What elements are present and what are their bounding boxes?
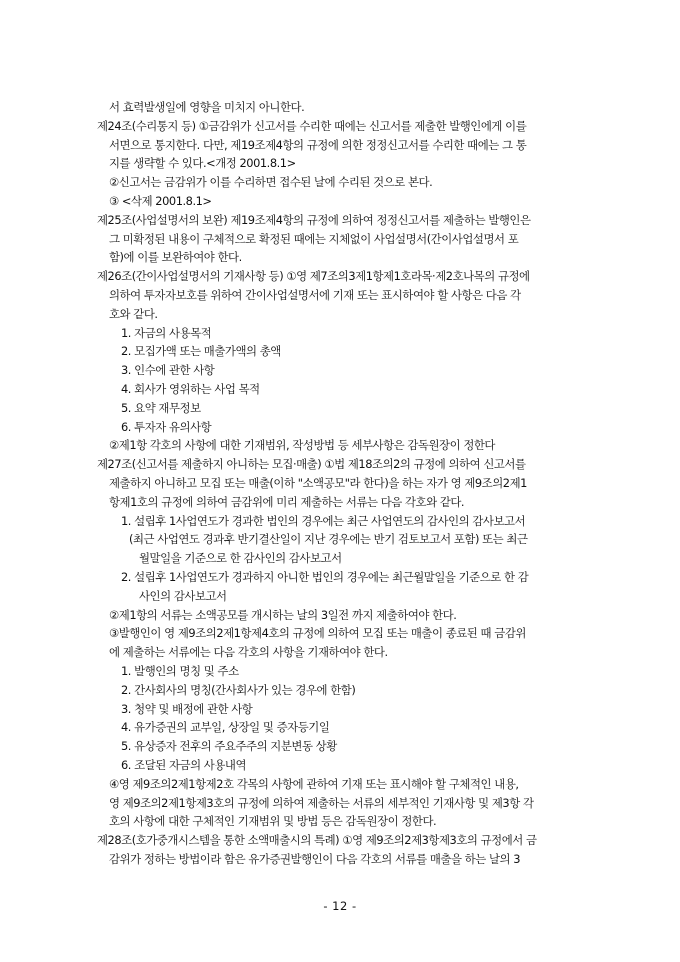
text-line: 호와 같다. xyxy=(109,307,158,321)
list-item-continuation: 월말일을 기준으로 한 감사인의 감사보고서 xyxy=(139,551,342,565)
list-item: 4. 유가증권의 교부일, 상장일 및 증자등기일 xyxy=(121,720,330,734)
list-item: 2. 설립후 1사업연도가 경과하지 아니한 법인의 경우에는 최근월말일을 기준으로 한 감 xyxy=(121,570,529,584)
text-line: 호의 사항에 대한 구체적인 기재범위 및 방법 등은 감독원장이 정한다. xyxy=(109,814,437,828)
list-item: 1. 자금의 사용목적 xyxy=(121,326,212,340)
article-24-heading: 제24조(수리통지 등) ①금감위가 신고서를 수리한 때에는 신고서를 제출한 발행인에게 이를 xyxy=(97,119,527,133)
text-line: 제출하지 아니하고 모집 또는 매출(이하 "소액공모"라 한다)을 하는 자가 영 제9조의2제1 xyxy=(109,476,527,490)
list-item-continuation: (최근 사업연도 경과후 반기결산일이 지난 경우에는 반기 검토보고서 포함) 또는 최근 xyxy=(129,532,528,546)
list-item: 3. 인수에 관한 사항 xyxy=(121,363,215,377)
list-item-continuation: 사인의 감사보고서 xyxy=(139,589,227,603)
paragraph-line: ③ <삭제 2001.8.1> xyxy=(109,194,212,208)
list-item: 2. 간사회사의 명칭(간사회사가 있는 경우에 한함) xyxy=(121,683,356,697)
text-line: 의하여 투자자보호를 위하여 간이사업설명서에 기재 또는 표시하여야 할 사항은 다음 각 xyxy=(109,288,521,302)
list-item: 5. 요약 재무정보 xyxy=(121,401,201,415)
paragraph-line: ④영 제9조의2제1항제2호 각목의 사항에 관하여 기재 또는 표시해야 할 구체적인 내용, xyxy=(109,777,519,791)
text-line: 영 제9조의2제1항제3호의 규정에 의하여 제출하는 서류의 세부적인 기재사항 및 제3항 각 xyxy=(109,796,534,810)
list-item: 6. 조달된 자금의 사용내역 xyxy=(121,758,247,772)
paragraph-line: ③발행인이 영 제9조의2제1항제4호의 규정에 의하여 모집 또는 매출이 종료된 때 금감위 xyxy=(109,626,526,640)
article-26-heading: 제26조(간이사업설명서의 기재사항 등) ①영 제7조의3제1항제1호라목·제2호나목의 규정에 xyxy=(97,269,530,283)
list-item: 1. 발행인의 명칭 및 주소 xyxy=(121,664,239,678)
list-item: 1. 설립후 1사업연도가 경과한 법인의 경우에는 최근 사업연도의 감사인의 감사보고서 xyxy=(121,514,526,528)
list-item: 2. 모집가액 또는 매출가액의 총액 xyxy=(121,344,281,358)
text-line: 서면으로 통지한다. 다만, 제19조제4항의 규정에 의한 정정신고서를 수리한 때에는 그 통 xyxy=(109,138,527,152)
list-item: 6. 투자자 유의사항 xyxy=(121,420,212,434)
text-line: 함)에 이를 보완하여야 한다. xyxy=(109,250,242,264)
text-line: 에 제출하는 서류에는 다음 각호의 사항을 기재하여야 한다. xyxy=(109,645,388,659)
page-number: - 12 - xyxy=(323,899,357,913)
text-line: 서 효력발생일에 영향을 미치지 아니한다. xyxy=(109,100,305,114)
text-line: 지를 생략할 수 있다.<개정 2001.8.1> xyxy=(109,156,296,170)
article-25-heading: 제25조(사업설명서의 보완) 제19조제4항의 규정에 의하여 정정신고서를 제출하는 발행인은 xyxy=(97,213,531,227)
text-line: 항제1호의 규정에 의하여 금감위에 미리 제출하는 서류는 다음 각호와 같다. xyxy=(109,495,465,509)
paragraph-line: ②제1항의 서류는 소액공모를 개시하는 날의 3일전 까지 제출하여야 한다. xyxy=(109,608,457,622)
article-28-heading: 제28조(호가중개시스템을 통한 소액매출시의 특례) ①영 제9조의2제3항제3호의 규정에서 금 xyxy=(97,833,537,847)
paragraph-line: ②신고서는 금감위가 이를 수리하면 접수된 날에 수리된 것으로 본다. xyxy=(109,175,433,189)
text-line: 그 미확정된 내용이 구체적으로 확정된 때에는 지체없이 사업설명서(간이사업설명서 포 xyxy=(109,232,519,246)
paragraph-line: ②제1항 각호의 사항에 대한 기재범위, 작성방법 등 세부사항은 감독원장이 정한다 xyxy=(109,438,495,452)
article-27-heading: 제27조(신고서를 제출하지 아니하는 모집·매출) ①법 제18조의2의 규정에 의하여 신고서를 xyxy=(97,457,526,471)
list-item: 5. 유상증자 전후의 주요주주의 지분변동 상황 xyxy=(121,739,337,753)
text-line: 감위가 정하는 방법이라 함은 유가증권발행인이 다음 각호의 서류를 매출을 하는 날의 3 xyxy=(109,852,521,866)
list-item: 3. 청약 및 배정에 관한 사항 xyxy=(121,702,253,716)
list-item: 4. 회사가 영위하는 사업 목적 xyxy=(121,382,260,396)
